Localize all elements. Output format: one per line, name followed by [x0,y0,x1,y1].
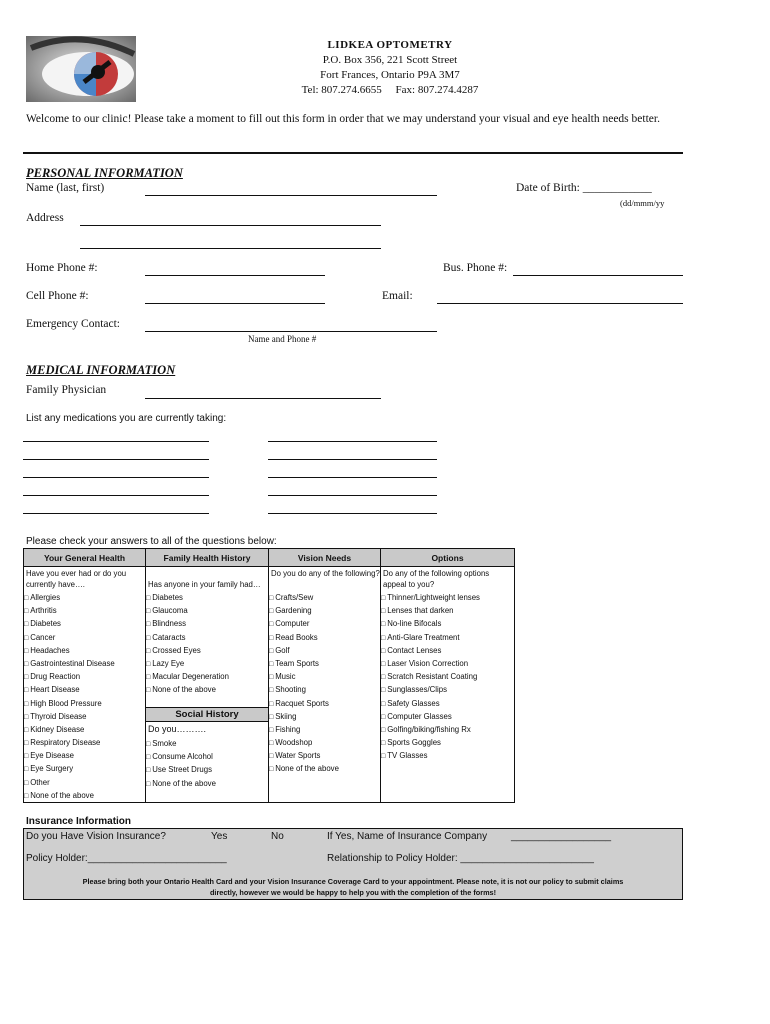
general-health-checkbox-item[interactable]: □ Diabetes [24,617,145,630]
options-checkbox-item[interactable]: □ Computer Glasses [381,710,514,723]
general-health-checkbox-item[interactable]: □ Heart Disease [24,683,145,696]
insurance-notice-1: Please bring both your Ontario Health Card and your Vision Insurance Coverage Card to your appointment. Please note, it is not our policy to submit claims [82,877,624,886]
medication-line[interactable] [23,459,209,460]
general-health-checkbox-item[interactable]: □ Headaches [24,644,145,657]
insurance-yes-option[interactable]: Yes [211,831,228,842]
options-list [381,591,514,762]
header-general-health: Your General Health [24,549,146,567]
family-history-column [146,567,269,802]
general-health-checkbox-item[interactable]: □ Other [24,776,145,789]
vision-needs-checkbox-item[interactable]: □ Woodshop [269,736,380,749]
family-history-checkbox-item[interactable]: □ Macular Degeneration [146,670,268,683]
vision-needs-checkbox-item[interactable]: □ Water Sports [269,749,380,762]
general-health-checkbox-item[interactable]: □ None of the above [24,789,145,802]
medication-line[interactable] [23,477,209,478]
bus-phone-field[interactable] [513,275,683,276]
options-checkbox-item[interactable]: □ Laser Vision Correction [381,657,514,670]
vision-needs-checkbox-item[interactable]: □ Crafts/Sew [269,591,380,604]
options-checkbox-item[interactable]: □ Contact Lenses [381,644,514,657]
social-history-checkbox-item[interactable]: □ Consume Alcohol [146,750,268,763]
vision-needs-checkbox-item[interactable]: □ Shooting [269,683,380,696]
address-field-1[interactable] [80,225,381,226]
relationship-field[interactable]: Relationship to Policy Holder: ________________________ [327,853,594,864]
emergency-contact-hint: Name and Phone # [248,334,317,344]
social-history-checkbox-item[interactable]: □ Smoke [146,737,268,750]
family-history-checkbox-item[interactable]: □ Lazy Eye [146,657,268,670]
options-checkbox-item[interactable]: □ Lenses that darken [381,604,514,617]
vision-needs-list [269,591,380,776]
personal-info-title: PERSONAL INFORMATION [26,166,183,180]
family-history-checkbox-item[interactable]: □ Cataracts [146,631,268,644]
dob-format: (dd/mmm/yy [620,198,665,208]
general-health-checkbox-item[interactable]: □ Cancer [24,631,145,644]
bus-phone-label: Bus. Phone #: [443,262,508,274]
header-vision-needs: Vision Needs [269,549,381,567]
medication-line[interactable] [23,441,209,442]
vision-needs-checkbox-item[interactable]: □ None of the above [269,762,380,775]
home-phone-label: Home Phone #: [26,262,98,274]
family-history-intro: Has anyone in your family had… [148,580,261,589]
general-health-checkbox-item[interactable]: □ Eye Surgery [24,762,145,775]
options-checkbox-item[interactable]: □ Safety Glasses [381,697,514,710]
clinic-header [150,38,630,98]
vision-needs-intro: Do you do any of the following? [271,569,380,578]
home-phone-field[interactable] [145,275,325,276]
options-checkbox-item[interactable]: □ No-line Bifocals [381,617,514,630]
family-history-checkbox-item[interactable]: □ Diabetes [146,591,268,604]
medication-line[interactable] [23,495,209,496]
insurance-company-field[interactable]: __________________ [511,831,612,842]
general-health-column [24,567,146,802]
family-history-checkbox-item[interactable]: □ Crossed Eyes [146,644,268,657]
general-health-checkbox-item[interactable]: □ Arthritis [24,604,145,617]
options-checkbox-item[interactable]: □ Thinner/Lightweight lenses [381,591,514,604]
address-field-2[interactable] [80,248,381,249]
clinic-phones: Tel: 807.274.6655 Fax: 807.274.4287 [301,84,479,96]
vision-needs-checkbox-item[interactable]: □ Gardening [269,604,380,617]
insurance-title: Insurance Information [26,816,132,827]
insurance-company-label: If Yes, Name of Insurance Company [327,831,488,842]
email-field[interactable] [437,303,683,304]
general-health-checkbox-item[interactable]: □ Respiratory Disease [24,736,145,749]
options-checkbox-item[interactable]: □ TV Glasses [381,749,514,762]
general-health-intro: Have you ever had or do you currently have…. [26,569,127,589]
questions-intro: Please check your answers to all of the questions below: [26,536,277,547]
family-physician-label: Family Physician [26,384,107,396]
options-checkbox-item[interactable]: □ Sunglasses/Clips [381,683,514,696]
family-history-list [146,591,268,697]
medical-info-title: MEDICAL INFORMATION [26,363,176,377]
cell-phone-field[interactable] [145,303,325,304]
dob-label: Date of Birth: ____________ [516,182,652,194]
social-history-checkbox-item[interactable]: □ Use Street Drugs [146,763,268,776]
medication-line[interactable] [268,441,437,442]
options-column [381,567,514,802]
welcome-text: Welcome to our clinic! Please take a moment to fill out this form in order that we may understand your visual and eye health needs better. [26,113,660,125]
vision-needs-checkbox-item[interactable]: □ Skiing [269,710,380,723]
clinic-name: LIDKEA OPTOMETRY [327,39,453,51]
vision-needs-checkbox-item[interactable]: □ Golf [269,644,380,657]
header-family-history: Family Health History [146,549,269,567]
vision-needs-checkbox-item[interactable]: □ Team Sports [269,657,380,670]
vision-needs-checkbox-item[interactable]: □ Computer [269,617,380,630]
options-checkbox-item[interactable]: □ Golfing/biking/fishing Rx [381,723,514,736]
social-history-checkbox-item[interactable]: □ None of the above [146,777,268,790]
family-history-checkbox-item[interactable]: □ Blindness [146,617,268,630]
family-physician-field[interactable] [145,398,381,399]
health-questions-table [23,548,515,803]
clinic-address-1: P.O. Box 356, 221 Scott Street [322,54,458,66]
family-history-checkbox-item[interactable]: □ Glaucoma [146,604,268,617]
address-label: Address [26,212,64,224]
insurance-no-option[interactable]: No [271,831,284,842]
name-label: Name (last, first) [26,182,105,194]
medication-line[interactable] [268,513,437,514]
insurance-box [23,828,683,900]
family-history-checkbox-item[interactable]: □ None of the above [146,683,268,696]
general-health-checkbox-item[interactable]: □ Kidney Disease [24,723,145,736]
header-divider [23,152,683,154]
general-health-checkbox-item[interactable]: □ Allergies [24,591,145,604]
social-history-list [146,737,268,790]
general-health-list [24,591,145,802]
emergency-contact-label: Emergency Contact: [26,318,120,330]
social-history-intro: Do you………. [148,724,207,734]
medication-line[interactable] [268,459,437,460]
options-intro: Do any of the following options appeal to you? [383,569,490,589]
general-health-checkbox-item[interactable]: □ Drug Reaction [24,670,145,683]
insurance-notice-2: directly, however we would be happy to help you with the completion of the forms! [209,888,497,897]
vision-needs-checkbox-item[interactable]: □ Music [269,670,380,683]
vision-needs-column [269,567,381,802]
medication-line[interactable] [268,477,437,478]
general-health-checkbox-item[interactable]: □ Eye Disease [24,749,145,762]
general-health-checkbox-item[interactable]: □ Thyroid Disease [24,710,145,723]
options-checkbox-item[interactable]: □ Sports Goggles [381,736,514,749]
general-health-checkbox-item[interactable]: □ Gastrointestinal Disease [24,657,145,670]
name-field[interactable] [145,195,437,196]
options-checkbox-item[interactable]: □ Anti-Glare Treatment [381,631,514,644]
vision-needs-checkbox-item[interactable]: □ Racquet Sports [269,697,380,710]
vision-needs-checkbox-item[interactable]: □ Read Books [269,631,380,644]
insurance-question: Do you Have Vision Insurance? [26,831,166,842]
medications-label: List any medications you are currently taking: [26,413,227,424]
medication-line[interactable] [268,495,437,496]
policy-holder-field[interactable]: Policy Holder:_________________________ [26,853,227,864]
vision-needs-checkbox-item[interactable]: □ Fishing [269,723,380,736]
clinic-address-2: Fort Frances, Ontario P9A 3M7 [320,69,460,81]
social-history-header: Social History [146,707,268,722]
options-checkbox-item[interactable]: □ Scratch Resistant Coating [381,670,514,683]
cell-phone-label: Cell Phone #: [26,290,89,302]
header-options: Options [381,549,514,567]
general-health-checkbox-item[interactable]: □ High Blood Pressure [24,697,145,710]
emergency-contact-field[interactable] [145,331,437,332]
medication-line[interactable] [23,513,209,514]
email-label: Email: [382,290,413,302]
clinic-logo-eye [26,36,136,102]
